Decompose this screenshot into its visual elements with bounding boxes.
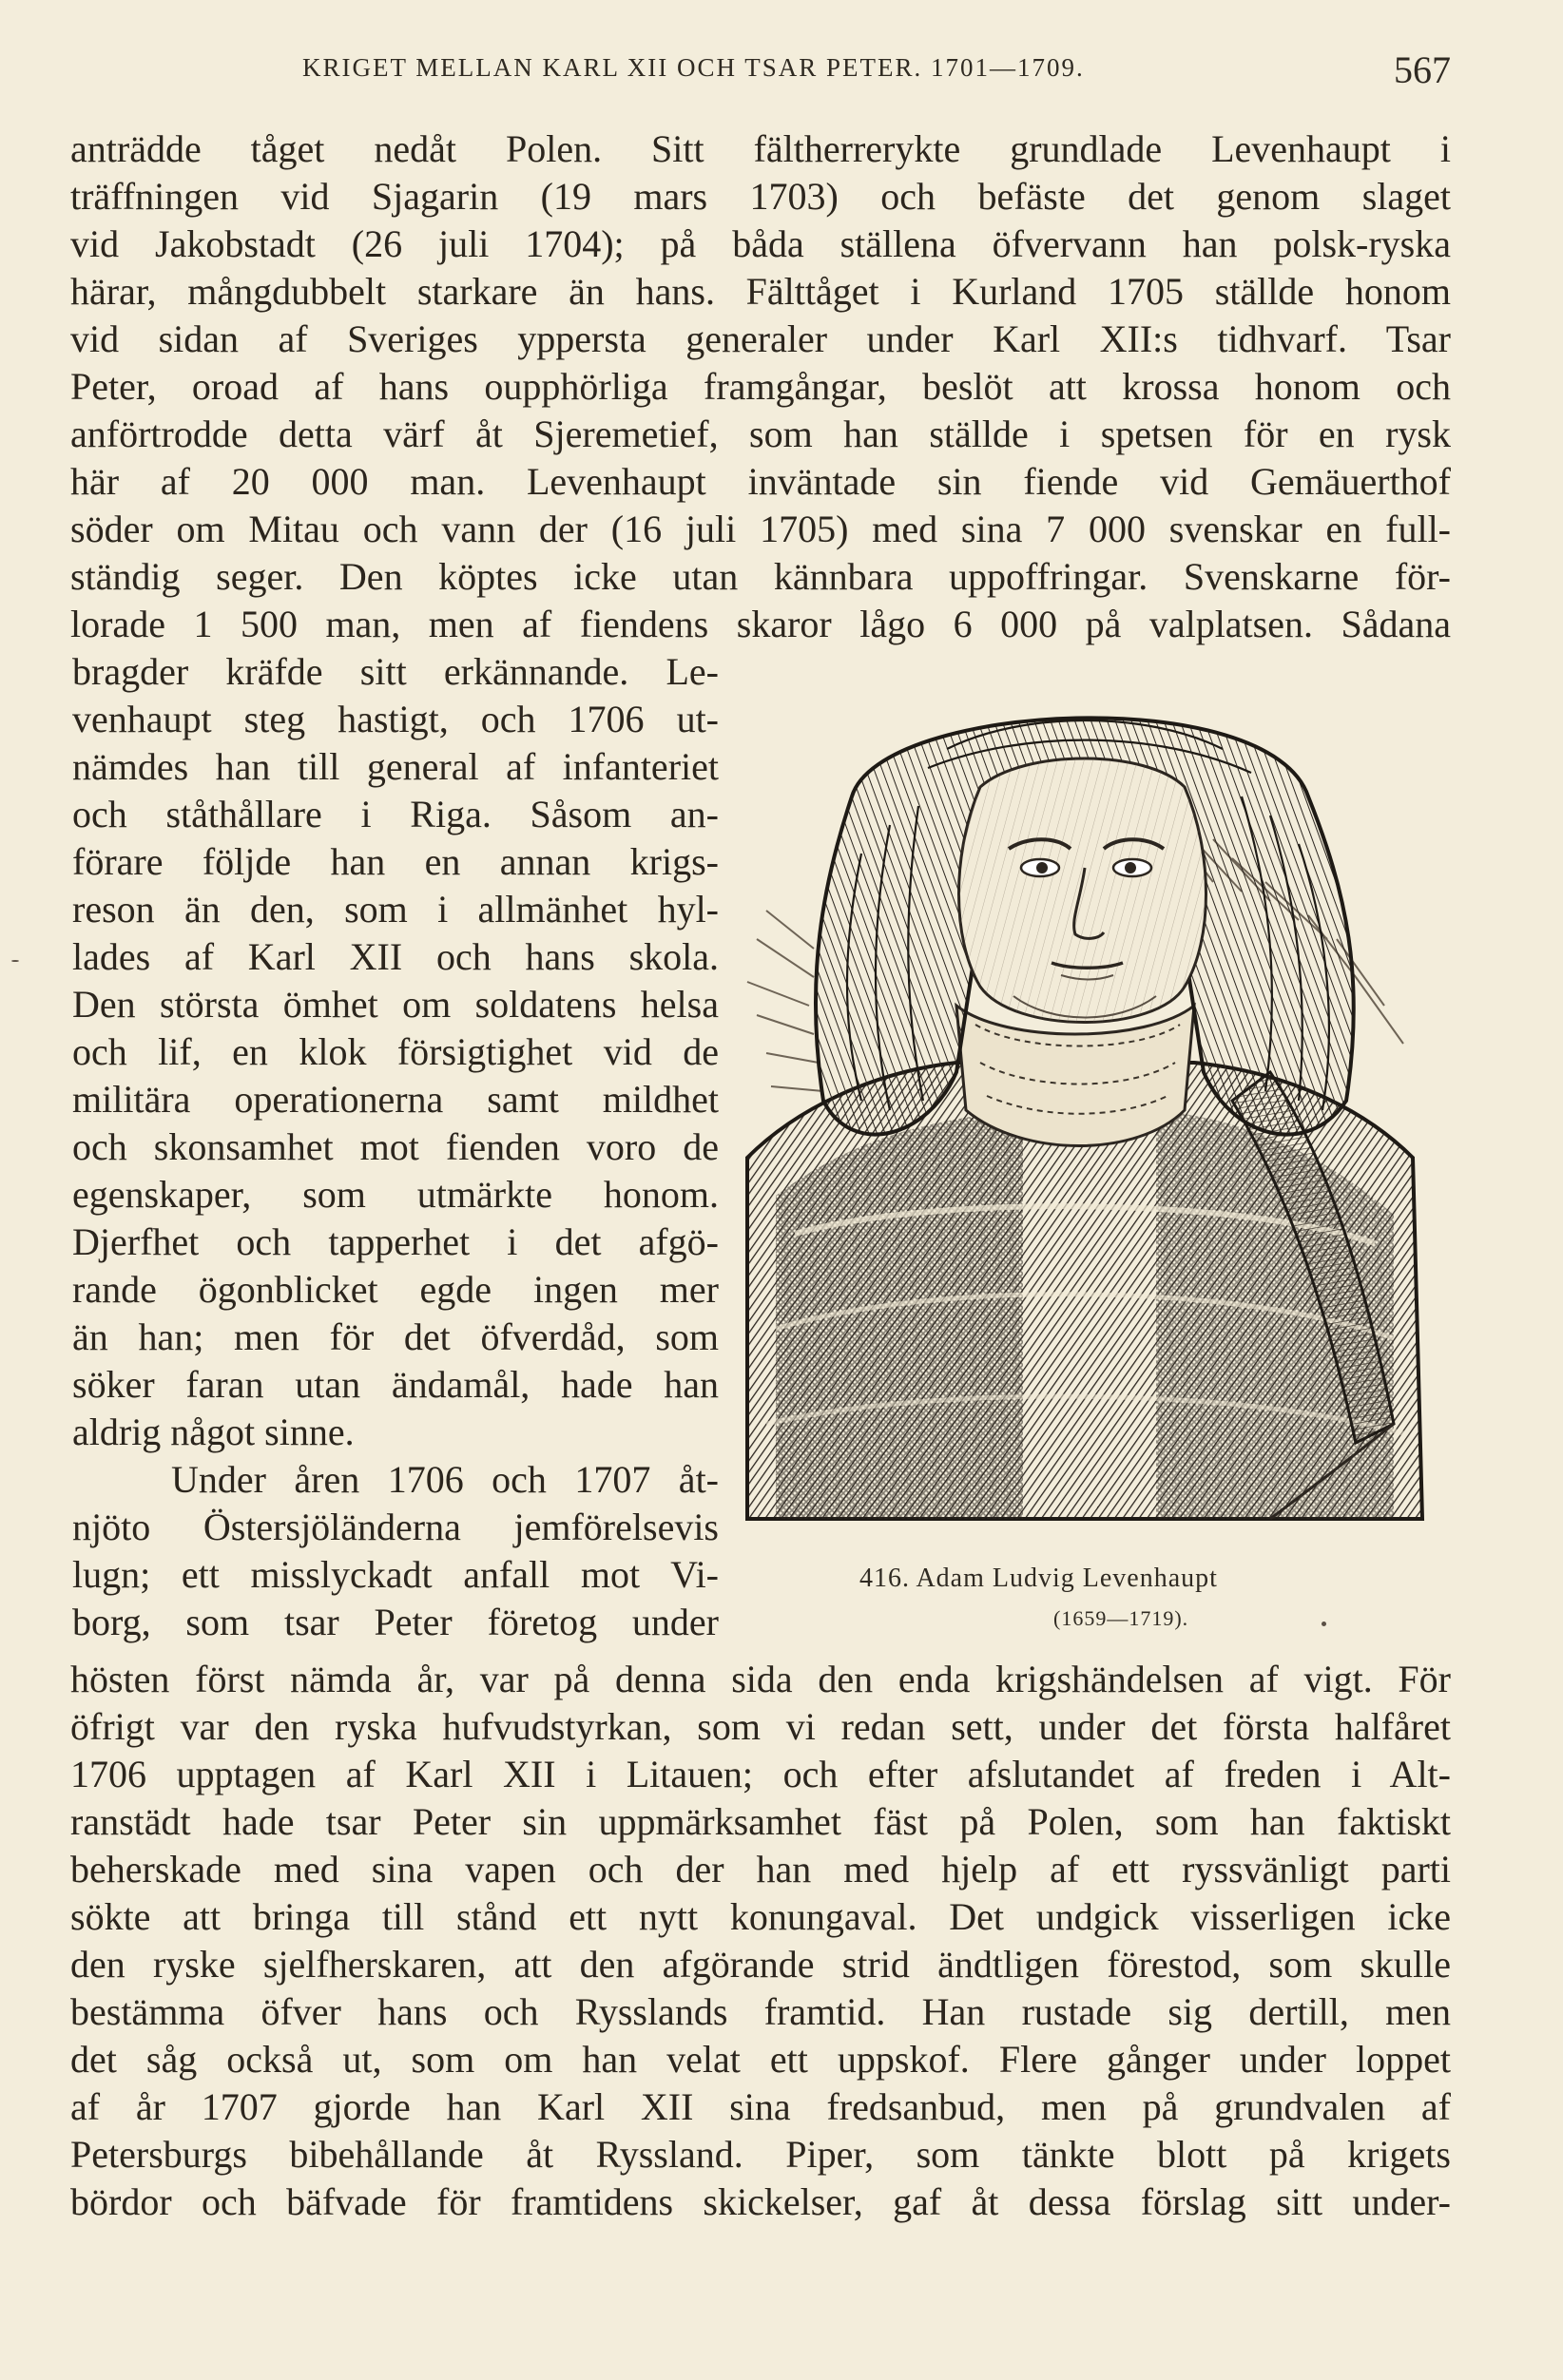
portrait-figure <box>738 663 1432 1566</box>
text-line: nämdes han till general af infanteriet <box>72 745 719 788</box>
text-line: den ryske sjelfherskaren, att den afgörande strid ändtligen förestod, som skulle <box>70 1943 1451 1986</box>
text-line: Den största ömhet om soldatens helsa <box>72 983 719 1026</box>
text-line: härar, mångdubbelt starkare än hans. Fälttåget i Kurland 1705 ställde honom <box>70 270 1451 313</box>
text-line: bestämma öfver hans och Rysslands framtid. Han rustade sig dertill, men <box>70 1990 1451 2033</box>
text-line: bragder kräfde sitt erkännande. Le- <box>72 650 719 693</box>
stray-mark <box>1322 1622 1326 1626</box>
text-line: ranstädt hade tsar Peter sin uppmärksamhet fäst på Polen, som han faktiskt <box>70 1800 1451 1843</box>
text-line: Petersburgs bibehållande åt Ryssland. Piper, som tänkte blott på krigets <box>70 2133 1451 2176</box>
text-line: söker faran utan ändamål, hade han <box>72 1363 719 1406</box>
text-line: bördor och bäfvade för framtidens skickelser, gaf åt dessa förslag sitt under- <box>70 2180 1451 2223</box>
text-line: njöto Östersjöländerna jemförelsevis <box>72 1506 719 1548</box>
text-line: egenskaper, som utmärkte honom. <box>72 1173 719 1216</box>
text-line: anförtrodde detta värf åt Sjeremetief, som han ställde i spetsen för en rysk <box>70 413 1451 455</box>
text-line: vid Jakobstadt (26 juli 1704); på båda ställena öfvervann han polsk-ryska <box>70 222 1451 265</box>
text-line: aldrig något sinne. <box>72 1411 355 1453</box>
engraved-portrait-icon <box>738 663 1432 1566</box>
text-line: borg, som tsar Peter företog under <box>72 1601 719 1643</box>
text-line: och ståthållare i Riga. Såsom an- <box>72 793 719 835</box>
text-line: öfrigt var den ryska hufvudstyrkan, som vi redan sett, under det första halfåret <box>70 1705 1451 1748</box>
text-line: hösten först nämda år, var på denna sida den enda krigshändelsen af vigt. För <box>70 1658 1451 1700</box>
text-line: Djerfhet och tapperhet i det afgö- <box>72 1220 719 1263</box>
text-line: sökte att bringa till stånd ett nytt konungaval. Det undgick visserligen icke <box>70 1895 1451 1938</box>
text-line: militära operationerna samt mildhet <box>72 1078 719 1121</box>
text-line: venhaupt steg hastigt, och 1706 ut- <box>72 698 719 740</box>
text-line: rande ögonblicket egde ingen mer <box>72 1268 719 1311</box>
text-line: 1706 upptagen af Karl XII i Litauen; och efter afslutandet af freden i Alt- <box>70 1753 1451 1795</box>
text-line: det såg också ut, som om han velat ett uppskof. Flere gånger under loppet <box>70 2038 1451 2081</box>
page-number: 567 <box>1394 48 1451 91</box>
text-line: reson än den, som i allmänhet hyl- <box>72 888 719 931</box>
text-line: beherskade med sina vapen och der han med hjelp af ett ryssvänligt parti <box>70 1848 1451 1891</box>
text-line: lades af Karl XII och hans skola. <box>72 935 719 978</box>
text-line: söder om Mitau och vann der (16 juli 1705) med sina 7 000 svenskar en full- <box>70 508 1451 550</box>
text-line: träffningen vid Sjagarin (19 mars 1703) och befäste det genom slaget <box>70 175 1451 218</box>
running-head: KRIGET MELLAN KARL XII OCH TSAR PETER. 1701—1709. <box>302 53 1085 82</box>
stray-mark <box>11 960 19 962</box>
text-line: Under åren 1706 och 1707 åt- <box>171 1458 719 1501</box>
text-line: af år 1707 gjorde han Karl XII sina fredsanbud, men på grundvalen af <box>70 2085 1451 2128</box>
text-line: lorade 1 500 man, men af fiendens skaror lågo 6 000 på valplatsen. Sådana <box>70 603 1451 645</box>
figure-caption: 416. Adam Ludvig Levenhaupt <box>859 1564 1218 1593</box>
text-line: förare följde han en annan krigs- <box>72 840 719 883</box>
text-line: än han; men för det öfverdåd, som <box>72 1315 719 1358</box>
text-line: ständig seger. Den köptes icke utan kännbara uppoffringar. Svenskarne för- <box>70 555 1451 598</box>
text-line: här af 20 000 man. Levenhaupt inväntade sin fiende vid Gemäuerthof <box>70 460 1451 503</box>
figure-caption-dates: (1659—1719). <box>1053 1606 1189 1630</box>
text-line: anträdde tåget nedåt Polen. Sitt fältherrerykte grundlade Levenhaupt i <box>70 127 1451 170</box>
text-line: Peter, oroad af hans oupphörliga framgångar, beslöt att krossa honom och <box>70 365 1451 408</box>
text-line: och skonsamhet mot fienden voro de <box>72 1125 719 1168</box>
text-line: lugn; ett misslyckadt anfall mot Vi- <box>72 1553 719 1596</box>
text-line: vid sidan af Sveriges yppersta generaler under Karl XII:s tidhvarf. Tsar <box>70 317 1451 360</box>
text-line: och lif, en klok försigtighet vid de <box>72 1030 719 1073</box>
